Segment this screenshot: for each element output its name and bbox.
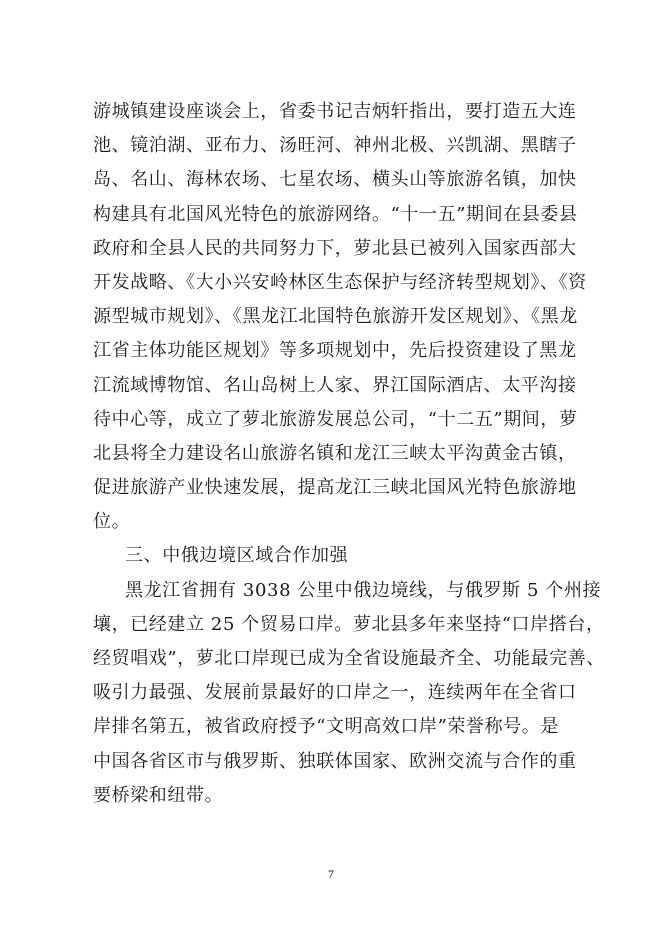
text-line: 构建具有北国风光特色的旅游网络。“十一五”期间在县委县 [93, 203, 578, 225]
text-line: 岛、名山、海林农场、七星农场、横头山等旅游名镇，加快 [93, 169, 577, 191]
section-heading: 三、中俄边境区域合作加强 [125, 545, 349, 567]
text-line: 江省主体功能区规划》等多项规划中，先后投资建设了黑龙 [93, 340, 577, 362]
text-line: 要桥梁和纽带。 [93, 784, 224, 806]
text-line: 政府和全县人民的共同努力下，萝北县已被列入国家西部大 [93, 237, 577, 259]
text-line: 经贸唱戏”，萝北口岸现已成为全省设施最齐全、功能最完善、 [93, 648, 605, 669]
text-line: 开发战略、《大小兴安岭林区生态保护与经济转型规划》、《资 [93, 271, 587, 293]
text-line: 北县将全力建设名山旅游名镇和龙江三峡太平沟黄金古镇， [93, 442, 577, 464]
text-line: 位。 [93, 511, 131, 533]
text-line: 源型城市规划》、《黑龙江北国特色旅游开发区规划》、《黑龙 [93, 306, 578, 328]
text-line: 促进旅游产业快速发展，提高龙江三峡北国风光特色旅游地 [93, 477, 577, 499]
text-line: 吸引力最强、发展前景最好的口岸之一，连续两年在全省口 [93, 682, 577, 704]
text-line: 池、镜泊湖、亚布力、汤旺河、神州北极、兴凯湖、黑瞎子 [93, 135, 577, 157]
body-text [93, 95, 605, 813]
text-line: 江流域博物馆、名山岛树上人家、界江国际酒店、太平沟接 [93, 374, 577, 396]
text-line: 待中心等，成立了萝北旅游发展总公司，“十二五”期间，萝 [93, 408, 578, 430]
text-line: 游城镇建设座谈会上，省委书记吉炳轩指出，要打造五大连 [93, 101, 577, 122]
text-line: 黑龙江省拥有 3038 公里中俄边境线，与俄罗斯 5 个州接 [125, 579, 602, 601]
text-line: 中国各省区市与俄罗斯、独联体国家、欧洲交流与合作的重 [93, 750, 577, 772]
text-line: 壤，已经建立 25 个贸易口岸。萝北县多年来坚持“口岸搭台， [93, 613, 605, 635]
text-line: 岸排名第五，被省政府授予“文明高效口岸”荣誉称号。是 [93, 716, 560, 738]
page-number: 7 [328, 867, 334, 881]
